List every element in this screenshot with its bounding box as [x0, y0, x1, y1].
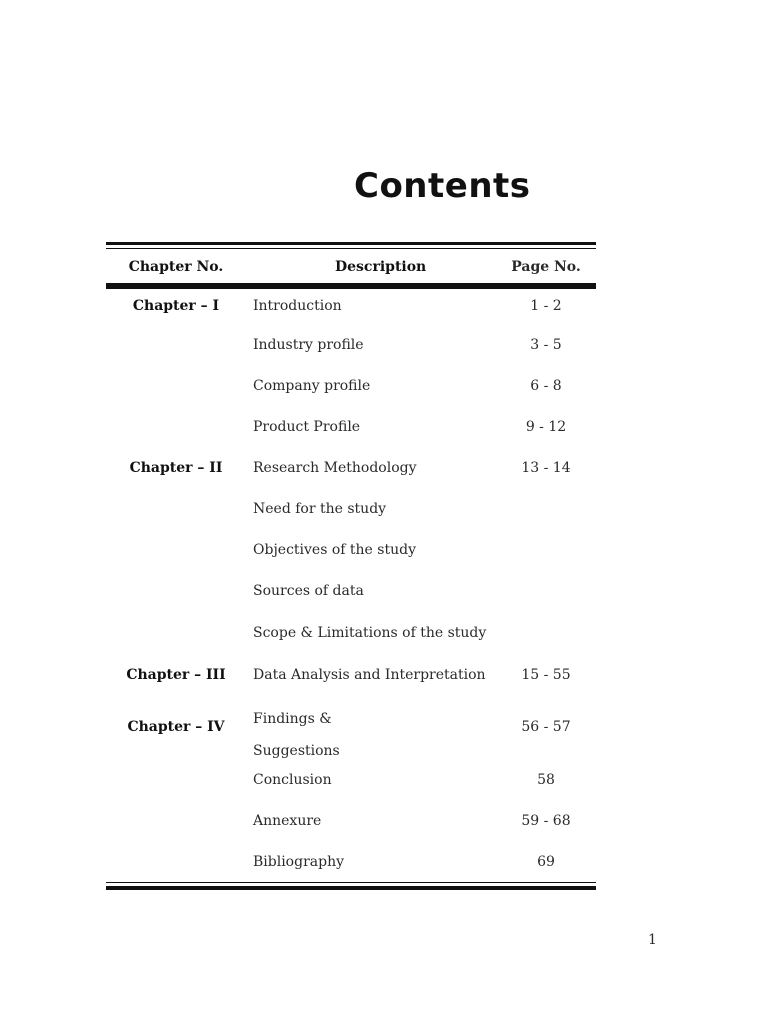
row-description: Findings & [253, 711, 332, 727]
row-description: Suggestions [253, 743, 340, 759]
page-title: Contents [354, 166, 531, 206]
row-description: Need for the study [253, 501, 387, 517]
row-description: Objectives of the study [253, 542, 416, 558]
row-description: Industry profile [253, 337, 364, 353]
row-page-range: 56 - 57 [521, 719, 571, 735]
header-page-no: Page No. [511, 259, 581, 275]
table-top-rule-thick [106, 242, 596, 245]
row-description: Scope & Limitations of the study [253, 625, 487, 641]
row-description: Introduction [253, 298, 342, 314]
row-description: Annexure [253, 813, 322, 829]
row-description: Data Analysis and Interpretation [253, 667, 486, 683]
row-description: Bibliography [253, 854, 344, 870]
chapter-label-i: Chapter – I [132, 298, 220, 314]
row-description: Sources of data [253, 583, 364, 599]
header-bottom-rule [106, 283, 596, 289]
chapter-label-ii: Chapter – II [129, 460, 223, 476]
table-bottom-rule-thin [106, 882, 596, 883]
row-page-range: 69 [537, 854, 555, 870]
row-page-range: 6 - 8 [530, 378, 562, 394]
row-description: Product Profile [253, 419, 361, 435]
row-description: Conclusion [253, 772, 332, 788]
header-chapter-no: Chapter No. [128, 259, 224, 275]
header-description: Description [335, 259, 427, 275]
row-page-range: 9 - 12 [525, 419, 567, 435]
row-page-range: 13 - 14 [521, 460, 571, 476]
row-page-range: 1 - 2 [530, 298, 562, 314]
chapter-label-iii: Chapter – III [126, 667, 226, 683]
row-description: Company profile [253, 378, 371, 394]
chapter-label-iv: Chapter – IV [127, 719, 225, 735]
row-page-range: 58 [537, 772, 555, 788]
table-bottom-rule-thick [106, 886, 596, 890]
row-page-range: 15 - 55 [521, 667, 571, 683]
row-page-range: 3 - 5 [530, 337, 562, 353]
table-top-rule-thin [106, 248, 596, 249]
page-number: 1 [648, 932, 657, 948]
row-page-range: 59 - 68 [521, 813, 571, 829]
row-description: Research Methodology [253, 460, 417, 476]
